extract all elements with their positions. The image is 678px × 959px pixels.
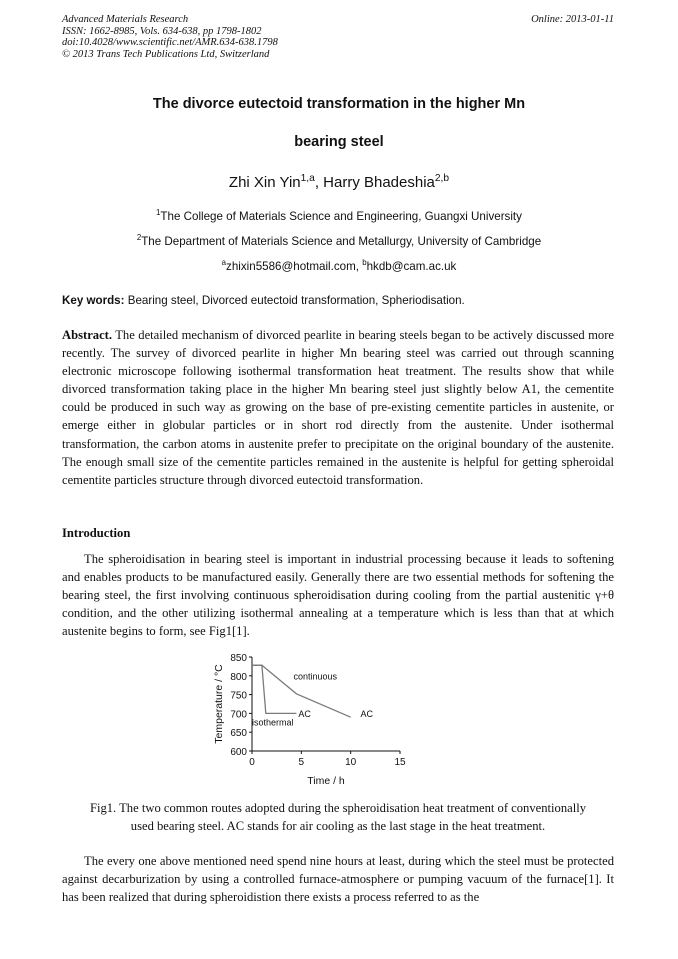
keywords (62, 294, 614, 307)
journal-doi: doi:10.4028/www.scientific.net/AMR.634-638.1798 (62, 37, 278, 48)
caption-line-2: used bearing steel. AC stands for air cooling as the last stage in the heat treatment. (130, 819, 546, 833)
y-tick-label: 800 (230, 671, 247, 683)
keywords-text: Bearing steel, Divorced eutectoid transformation, Spheriodisation. (127, 294, 465, 307)
author-emails (0, 260, 678, 273)
email-link: zhixin5586@hotmail.com, (226, 260, 363, 273)
x-axis-label: Time / h (307, 775, 345, 787)
chart-annotation: AC (298, 709, 311, 720)
author-affil-mark: 1,a (300, 173, 315, 184)
abstract-text: The detailed mechanism of divorced pearlite in bearing steels began to be actively discussed more recently. The survey of divorced pearlite in higher Mn bearing steel was carried out through scanning electronic microscope following isothermal transformation heat treatment. The results show that while divorced transformation taking place in the higher Mn bearing steel just slightly below A1, the cementite could be produced in such way as growing on the base of pre-existing cementite particles in austenite, or emerge either in globular particles or in short rod directly from the austenite. Under isothermal transformation, the carbon atoms in austenite prefer to precipitate on the original boundary of the austenite. The enough small size of the cementite particles remained in the austenite is helpful for getting spheroidal cementite particles structure through divorced eutectoid transformation. (62, 328, 614, 487)
online-date: Online: 2013-01-11 (531, 14, 614, 25)
y-tick-label: 600 (230, 747, 247, 758)
affiliation-2 (0, 235, 678, 248)
affiliation-1 (0, 210, 678, 223)
x-tick-label: 15 (394, 757, 406, 768)
affil-text: The Department of Materials Science and Metallurgy, University of Cambridge (141, 235, 542, 248)
chart-annotation: AC (360, 709, 374, 720)
figure-caption (62, 799, 614, 835)
figure-1 (205, 647, 415, 794)
paper-title-line1: The divorce eutectoid transformation in the higher Mn (152, 96, 526, 112)
journal-issn: ISSN: 1662-8985, Vols. 634-638, pp 1798-1802 (62, 25, 262, 37)
keywords-label: Key words: (62, 294, 128, 307)
y-tick-label: 650 (230, 728, 247, 740)
x-tick-label: 0 (249, 757, 255, 768)
journal-copyright: © 2013 Trans Tech Publications Ltd, Switzerland (62, 48, 270, 60)
chart-annotation: continuous (293, 671, 337, 682)
y-tick-label: 700 (230, 709, 247, 721)
affil-mark: 1 (156, 208, 161, 218)
journal-header (62, 14, 614, 60)
y-tick-label: 750 (230, 690, 247, 702)
x-tick-label: 10 (345, 757, 357, 768)
abstract-label: Abstract. (62, 328, 113, 342)
intro-paragraph-1: The spheroidisation in bearing steel is important in industrial processing because it leads to softening and enables products to be manufactured easily. Generally there are two essential methods for softening the bearing steel, the first involving continuous spheroidisation during cooling from the partial austenitic γ+θ condition, and the other utilizing isothermal annealing at a temperature which is less than that at which austenite begins to form, see Fig1[1]. (62, 552, 614, 639)
series-line-isothermal (252, 665, 296, 713)
author-affil-mark: 2,b (434, 173, 450, 184)
journal-name: Advanced Materials Research (62, 14, 189, 25)
temperature-time-chart (205, 647, 415, 789)
x-tick-label: 5 (298, 757, 305, 768)
chart-annotation: isothermal (252, 717, 294, 728)
y-axis-label: Temperature / °C (213, 664, 225, 744)
abstract (62, 326, 614, 489)
author-name: Zhi Xin Yin (228, 174, 301, 191)
affil-text: The College of Materials Science and Engineering, Guangxi University (160, 210, 522, 223)
email-link: hkdb@cam.ac.uk (366, 260, 457, 273)
author-separator: , (314, 174, 324, 191)
affil-mark: 2 (136, 233, 142, 243)
y-tick-label: 850 (230, 653, 247, 664)
caption-line-1: Fig1. The two common routes adopted during the spheroidisation heat treatment of conventionally (89, 801, 587, 815)
author-list (0, 174, 678, 191)
section-heading: Introduction (62, 526, 131, 540)
author-name: Harry Bhadeshia (323, 174, 435, 191)
email-mark: b (362, 258, 367, 268)
paper-title-line2: bearing steel (294, 134, 384, 150)
intro-paragraph-2: The every one above mentioned need spend nine hours at least, during which the steel must be protected against decarburization by using a controlled furnace-atmosphere or pumping vacuum of the furnace[1]. It has been realized that during spheroidistion there exists a process referred to as the (62, 854, 614, 905)
email-mark: a (221, 258, 227, 268)
